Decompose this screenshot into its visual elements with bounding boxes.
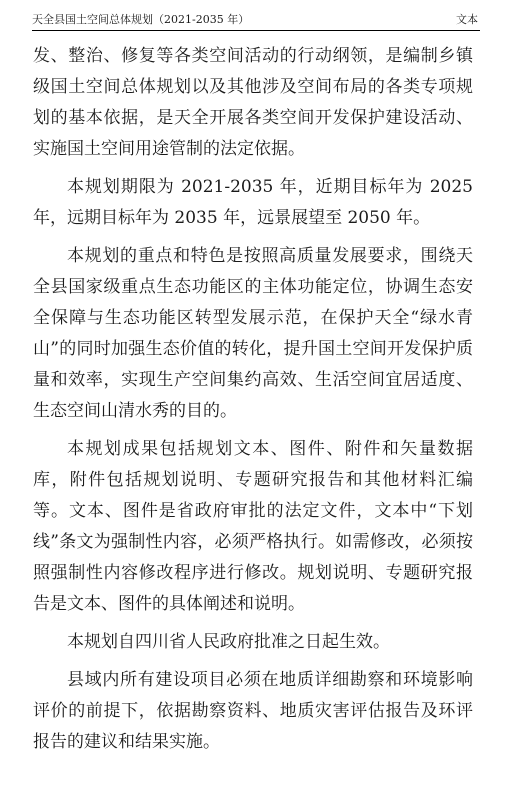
page-header xyxy=(32,10,480,31)
document-body xyxy=(33,41,473,765)
document-title: 天全县国土空间总体规划（2021-2035 年） xyxy=(32,13,250,26)
paragraph-effective: 本规划自四川省人民政府批准之日起生效。 xyxy=(67,632,390,652)
paragraph-planning-period: 本规划期限为 2021-2035 年，近期目标年为 2025 年，远期目标年为 2035 年，远景展望至 2050 年。 xyxy=(33,177,473,228)
paragraph-construction: 县域内所有建设项目必须在地质详细勘察和环境影响评价的前提下，依据勘察资料、地质灾害评估报告及环评报告的建议和结果实施。 xyxy=(33,670,473,752)
paragraph-continued: 发、整治、修复等各类空间活动的行动纲领，是编制乡镇级国土空间总体规划以及其他涉及空间布局的各类专项规划的基本依据，是天全开展各类空间开发保护建设活动、实施国土空间用途管制的法定依据。 xyxy=(33,46,473,159)
paragraph-deliverables: 本规划成果包括规划文本、图件、附件和矢量数据库，附件包括规划说明、专题研究报告和其他材料汇编等。文本、图件是省政府审批的法定文件，文本中“下划线”条文为强制性内容，必须严格执行。如需修改，必须按照强制性内容修改程序进行修改。规划说明、专题研究报告是文本、图件的具体阐述和说明。 xyxy=(33,439,473,614)
paragraph-focus: 本规划的重点和特色是按照高质量发展要求，围绕天全县国家级重点生态功能区的主体功能定位，协调生态安全保障与生态功能区转型发展示范，在保护天全“绿水青山”的同时加强生态价值的转化，提升国土空间开发保护质量和效率，实现生产空间集约高效、生活空间宜居适度、生态空间山清水秀的目的。 xyxy=(33,246,473,421)
section-label: 文本 xyxy=(456,13,478,26)
